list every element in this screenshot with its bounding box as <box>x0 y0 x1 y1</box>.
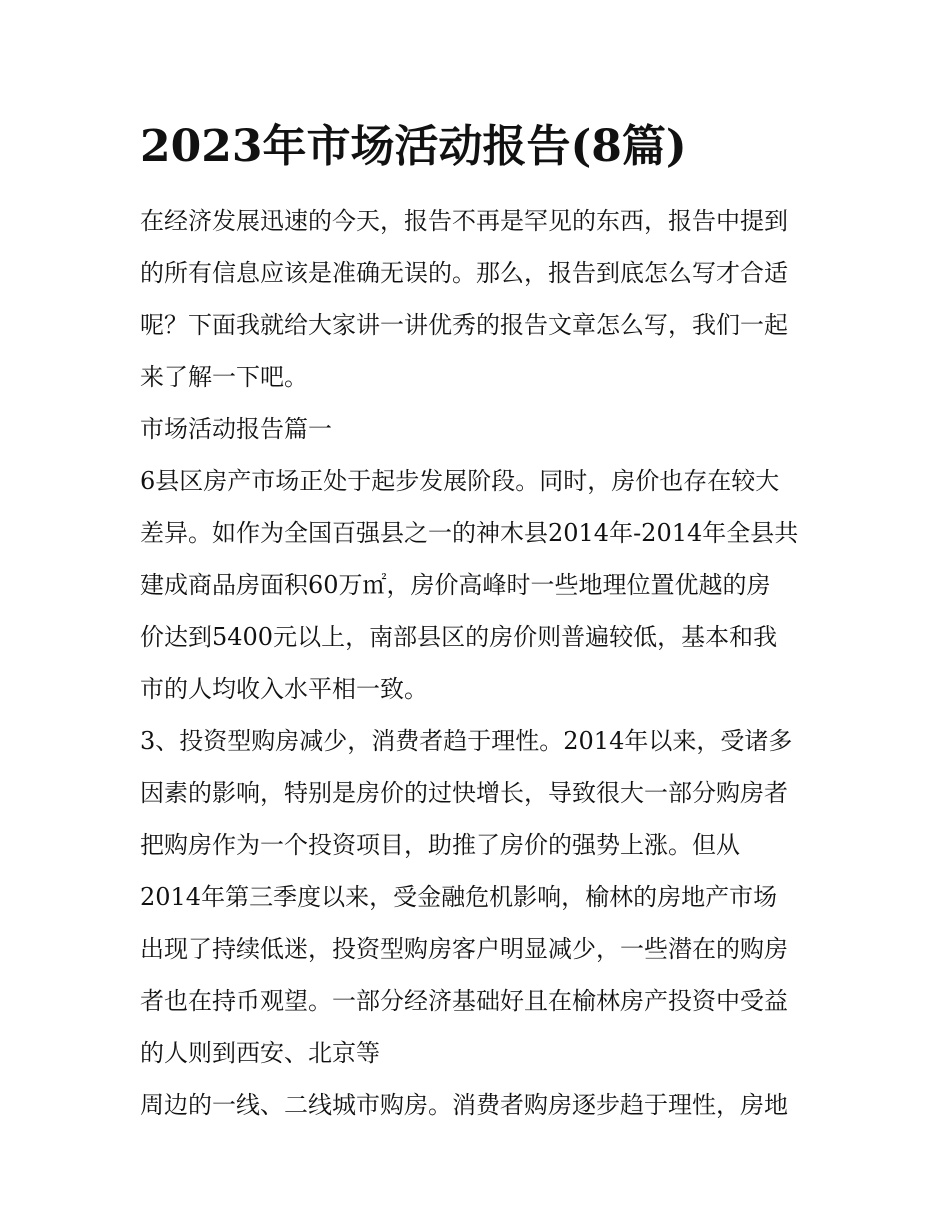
text-line: 呢？下面我就给大家讲一讲优秀的报告文章怎么写，我们一起 <box>140 311 788 339</box>
text-line: 的人则到西安、北京等 <box>140 1039 380 1067</box>
text-line: 在经济发展迅速的今天，报告不再是罕见的东西，报告中提到 <box>140 207 788 235</box>
text-line: 出现了持续低迷，投资型购房客户明显减少，一些潜在的购房 <box>140 935 788 963</box>
section-heading: 市场活动报告篇一 <box>140 415 332 443</box>
text-line: 建成商品房面积60万㎡，房价高峰时一些地理位置优越的房 <box>140 571 771 599</box>
text-line: 2014年第三季度以来，受金融危机影响，榆林的房地产市场 <box>140 883 778 911</box>
text-line: 周边的一线、二线城市购房。消费者购房逐步趋于理性，房地 <box>140 1091 788 1119</box>
text-line: 来了解一下吧。 <box>140 363 308 391</box>
text-line: 的所有信息应该是准确无误的。那么，报告到底怎么写才合适 <box>140 259 788 287</box>
text-line: 6县区房产市场正处于起步发展阶段。同时，房价也存在较大 <box>140 467 780 495</box>
text-line: 把购房作为一个投资项目，助推了房价的强势上涨。但从 <box>140 831 740 859</box>
text-line: 市的人均收入水平相一致。 <box>140 675 428 703</box>
text-line: 价达到5400元以上，南部县区的房价则普遍较低，基本和我 <box>140 623 778 651</box>
text-line: 因素的影响，特别是房价的过快增长，导致很大一部分购房者 <box>140 779 788 807</box>
text-line: 者也在持币观望。一部分经济基础好且在榆林房产投资中受益 <box>140 987 788 1015</box>
text-line: 差异。如作为全国百强县之一的神木县2014年-2014年全县共 <box>140 519 799 547</box>
document-title: 2023年市场活动报告(8篇) <box>140 121 687 172</box>
text-line: 3、投资型购房减少，消费者趋于理性。2014年以来，受诸多 <box>140 727 793 755</box>
document-body <box>140 195 812 1131</box>
